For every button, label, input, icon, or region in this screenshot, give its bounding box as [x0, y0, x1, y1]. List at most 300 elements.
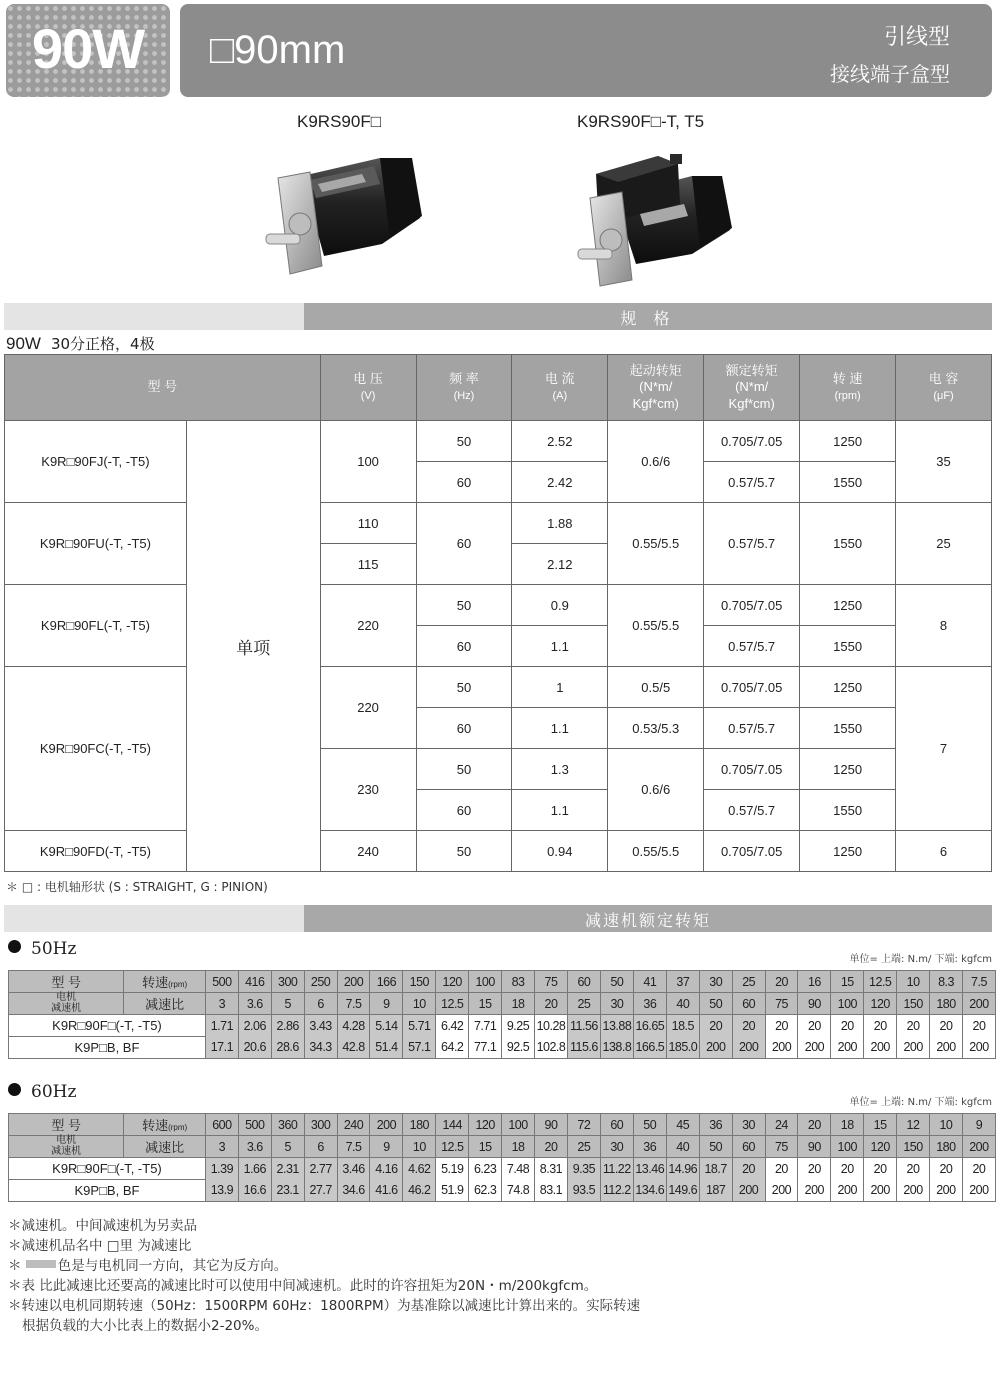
torque-cell: 20 [897, 1158, 930, 1180]
ratio-cell: 50 [699, 993, 732, 1015]
ratio-cell: 200 [962, 993, 995, 1015]
speed-cell: 180 [403, 1114, 436, 1136]
model-label: 型 号 [9, 1114, 124, 1136]
ratio-cell: 10 [403, 1136, 436, 1158]
note-item: ＊转速以电机同期转速（50Hz：1500RPM 60Hz：1800RPM）为基准除以减速比计算出来的。实际转速 [8, 1298, 641, 1314]
ratio-cell: 40 [666, 993, 699, 1015]
torque-cell: 7.48 [502, 1158, 535, 1180]
speed-cell: 1250 [800, 831, 896, 872]
speed-cell: 200 [337, 971, 370, 993]
speed-cell: 500 [238, 1114, 271, 1136]
freq-cell: 50 [416, 749, 512, 790]
torque-cell: 200 [765, 1180, 798, 1202]
torque-row-lower [9, 1037, 996, 1059]
speed-cell: 25 [732, 971, 765, 993]
capacitor-cell: 8 [896, 585, 992, 667]
torque-cell: 34.3 [304, 1037, 337, 1059]
bullet-icon [8, 940, 21, 953]
table-row [5, 585, 992, 626]
torque-cell: 20 [864, 1158, 897, 1180]
torque-cell: 9.25 [502, 1015, 535, 1037]
col-start-torque: 起动转矩 (N*m/ Kgf*cm) [608, 355, 704, 421]
torque-cell: 200 [929, 1180, 962, 1202]
torque-cell: 74.8 [502, 1180, 535, 1202]
torque-cell: 11.56 [567, 1015, 600, 1037]
torque-cell: 7.71 [469, 1015, 502, 1037]
ratio-cell: 5 [271, 1136, 304, 1158]
speed-cell: 300 [304, 1114, 337, 1136]
ratio-cell: 90 [798, 1136, 831, 1158]
speed-cell: 45 [666, 1114, 699, 1136]
ratio-cell: 7.5 [337, 993, 370, 1015]
torque-cell: 42.8 [337, 1037, 370, 1059]
torque-cell: 200 [897, 1180, 930, 1202]
table-row [5, 503, 992, 544]
current-cell: 1.88 [512, 503, 608, 544]
col-rated-torque: 额定转矩 (N*m/ Kgf*cm) [704, 355, 800, 421]
freq-cell: 50 [416, 667, 512, 708]
torque-cell: 92.5 [502, 1037, 535, 1059]
torque-cell: 17.1 [205, 1037, 238, 1059]
gear-table-60hz [8, 1113, 996, 1202]
ratio-cell: 100 [831, 1136, 864, 1158]
torque-cell: 20 [831, 1015, 864, 1037]
table-row [5, 421, 992, 462]
torque-cell: 62.3 [469, 1180, 502, 1202]
torque-cell: 166.5 [633, 1037, 666, 1059]
ratio-cell: 30 [600, 993, 633, 1015]
speed-cell: 20 [765, 971, 798, 993]
voltage-cell: 220 [320, 667, 416, 749]
torque-cell: 2.77 [304, 1158, 337, 1180]
col-speed: 转 速 (rpm) [800, 355, 896, 421]
ratio-cell: 3 [205, 1136, 238, 1158]
current-cell: 1.1 [512, 790, 608, 831]
torque-cell: 115.6 [567, 1037, 600, 1059]
start-torque-cell: 0.55/5.5 [608, 503, 704, 585]
start-torque-cell: 0.6/6 [608, 421, 704, 503]
freq-cell: 50 [416, 585, 512, 626]
ratio-cell: 15 [469, 993, 502, 1015]
speed-cell: 16 [798, 971, 831, 993]
speed-cell: 1250 [800, 585, 896, 626]
motor-model-name: K9R□90F□(-T, -T5) [9, 1158, 206, 1180]
torque-cell: 20 [732, 1158, 765, 1180]
torque-cell: 8.31 [535, 1158, 568, 1180]
current-cell: 2.12 [512, 544, 608, 585]
motor-model-name: K9R□90F□(-T, -T5) [9, 1015, 206, 1037]
speed-cell: 15 [831, 971, 864, 993]
spec-table [4, 354, 992, 872]
voltage-cell: 100 [320, 421, 416, 503]
ratio-cell: 5 [271, 993, 304, 1015]
torque-cell: 200 [864, 1180, 897, 1202]
speed-cell: 15 [864, 1114, 897, 1136]
torque-cell: 13.9 [205, 1180, 238, 1202]
speed-label: 转速(rpm) [124, 1114, 206, 1136]
voltage-cell: 110 [320, 503, 416, 544]
note-item: ＊表 比此减速比还要高的减速比时可以使用中间减速机。此时的许容扭矩为20N・m/200kgfcm。 [8, 1278, 598, 1294]
model-cell: K9R□90FJ(-T, -T5) [5, 421, 187, 503]
current-cell: 1.1 [512, 708, 608, 749]
gear-section-title: 减速机额定转矩 [584, 911, 711, 930]
freq-cell: 60 [416, 626, 512, 667]
speed-cell: 75 [534, 971, 567, 993]
speed-cell: 166 [370, 971, 403, 993]
torque-cell: 6.23 [469, 1158, 502, 1180]
torque-cell: 6.42 [436, 1015, 469, 1037]
voltage-cell: 220 [320, 585, 416, 667]
speed-cell: 60 [600, 1114, 633, 1136]
rated-torque-cell: 0.57/5.7 [704, 708, 800, 749]
torque-cell: 185.0 [666, 1037, 699, 1059]
torque-cell: 200 [962, 1180, 995, 1202]
torque-cell: 200 [732, 1037, 765, 1059]
spec-section-title: 规 格 [620, 309, 676, 328]
speed-cell: 144 [436, 1114, 469, 1136]
speed-cell: 200 [370, 1114, 403, 1136]
ratio-cell: 120 [864, 1136, 897, 1158]
torque-cell: 2.06 [238, 1015, 271, 1037]
torque-cell: 34.6 [337, 1180, 370, 1202]
speed-cell: 50 [633, 1114, 666, 1136]
speed-cell: 50 [600, 971, 633, 993]
speed-cell: 60 [567, 971, 600, 993]
torque-cell: 20 [930, 1015, 963, 1037]
torque-cell: 27.7 [304, 1180, 337, 1202]
speed-cell: 1250 [800, 421, 896, 462]
voltage-cell: 230 [320, 749, 416, 831]
torque-cell: 20 [798, 1015, 831, 1037]
voltage-cell: 240 [320, 831, 416, 872]
speed-cell: 120 [436, 971, 469, 993]
note-item: ＊减速机品名中 □里 为减速比 [8, 1238, 192, 1254]
current-cell: 1.3 [512, 749, 608, 790]
torque-cell: 200 [732, 1180, 765, 1202]
start-torque-cell: 0.5/5 [608, 667, 704, 708]
ratio-cell: 75 [765, 993, 798, 1015]
torque-cell: 13.46 [633, 1158, 666, 1180]
ratio-cell: 90 [798, 993, 831, 1015]
ratio-cell: 120 [864, 993, 897, 1015]
speed-cell: 20 [798, 1114, 831, 1136]
capacitor-cell: 7 [896, 667, 992, 831]
col-voltage: 电 压 (V) [320, 355, 416, 421]
torque-cell: 200 [798, 1037, 831, 1059]
speed-cell: 240 [337, 1114, 370, 1136]
torque-cell: 16.6 [238, 1180, 271, 1202]
start-torque-cell: 0.55/5.5 [608, 585, 704, 667]
torque-cell: 138.8 [600, 1037, 633, 1059]
torque-cell: 20 [831, 1158, 864, 1180]
ratio-row [9, 993, 996, 1015]
title-bar [180, 4, 992, 97]
spec-note [6, 333, 155, 354]
torque-cell: 102.8 [534, 1037, 567, 1059]
speed-cell: 500 [205, 971, 238, 993]
current-cell: 0.9 [512, 585, 608, 626]
freq-cell: 50 [416, 831, 512, 872]
speed-cell: 37 [666, 971, 699, 993]
gear-model-name: K9P□B, BF [9, 1180, 206, 1202]
note-item: 根据负载的大小比表上的数据小2-20%。 [22, 1318, 268, 1334]
power-label: 90W [31, 17, 145, 80]
rated-torque-cell: 0.705/7.05 [704, 421, 800, 462]
ratio-label: 减速比 [124, 1136, 206, 1158]
ratio-cell: 36 [633, 993, 666, 1015]
speed-cell: 120 [469, 1114, 502, 1136]
torque-row-upper [9, 1015, 996, 1037]
torque-cell: 28.6 [271, 1037, 304, 1059]
torque-cell: 200 [831, 1180, 864, 1202]
torque-cell: 77.1 [469, 1037, 502, 1059]
torque-cell: 18.7 [699, 1158, 732, 1180]
torque-cell: 20 [962, 1158, 995, 1180]
frame-size-label: □90mm [210, 28, 346, 72]
rated-torque-cell: 0.57/5.7 [704, 462, 800, 503]
ratio-cell: 60 [732, 1136, 765, 1158]
current-cell: 0.94 [512, 831, 608, 872]
type-lead-wire: 引线型 [883, 25, 950, 50]
speed-row [9, 971, 996, 993]
torque-cell: 20.6 [238, 1037, 271, 1059]
torque-cell: 2.86 [271, 1015, 304, 1037]
torque-cell: 3.43 [304, 1015, 337, 1037]
speed-cell: 360 [271, 1114, 304, 1136]
speed-cell: 18 [831, 1114, 864, 1136]
ratio-cell: 3 [205, 993, 238, 1015]
current-cell: 1 [512, 667, 608, 708]
power-badge [6, 4, 170, 97]
speed-label: 转速(rpm) [124, 971, 206, 993]
ratio-cell: 6 [304, 993, 337, 1015]
ratio-cell: 75 [765, 1136, 798, 1158]
torque-cell: 200 [897, 1037, 930, 1059]
ratio-cell: 9 [370, 1136, 403, 1158]
torque-cell: 20 [929, 1158, 962, 1180]
gray-swatch [26, 1260, 56, 1268]
torque-cell: 10.28 [534, 1015, 567, 1037]
torque-cell: 51.4 [370, 1037, 403, 1059]
torque-cell: 200 [962, 1037, 995, 1059]
ratio-cell: 3.6 [238, 993, 271, 1015]
freq-cell: 60 [416, 462, 512, 503]
torque-cell: 5.71 [403, 1015, 436, 1037]
torque-cell: 83.1 [535, 1180, 568, 1202]
ratio-cell: 36 [633, 1136, 666, 1158]
motor-illustration-terminal-box [574, 150, 742, 292]
gear-section-bar [4, 905, 992, 932]
torque-cell: 1.39 [205, 1158, 238, 1180]
ratio-cell: 3.6 [238, 1136, 271, 1158]
torque-cell: 200 [699, 1037, 732, 1059]
speed-cell: 83 [502, 971, 535, 993]
model-cell: K9R□90FD(-T, -T5) [5, 831, 187, 872]
torque-cell: 200 [831, 1037, 864, 1059]
torque-cell: 23.1 [271, 1180, 304, 1202]
torque-cell: 93.5 [567, 1180, 600, 1202]
torque-cell: 11.22 [600, 1158, 633, 1180]
motor-reducer-label: 电机 减速机 [9, 1136, 124, 1158]
torque-cell: 1.66 [238, 1158, 271, 1180]
col-frequency: 频 率 (Hz) [416, 355, 512, 421]
ratio-label: 减速比 [124, 993, 206, 1015]
ratio-row [9, 1136, 996, 1158]
motor-illustration-lead-wire [262, 148, 430, 290]
freq-cell: 50 [416, 421, 512, 462]
ratio-cell: 100 [831, 993, 864, 1015]
ratio-cell: 180 [930, 993, 963, 1015]
ratio-cell: 18 [502, 1136, 535, 1158]
spec-section-bar [4, 303, 992, 330]
torque-cell: 5.19 [436, 1158, 469, 1180]
speed-cell: 8.3 [930, 971, 963, 993]
gear-model-name: K9P□B, BF [9, 1037, 206, 1059]
rated-torque-cell: 0.705/7.05 [704, 749, 800, 790]
speed-cell: 90 [535, 1114, 568, 1136]
torque-cell: 149.6 [666, 1180, 699, 1202]
speed-cell: 12 [897, 1114, 930, 1136]
spec-note-power: 90W [6, 334, 41, 353]
hz50-title: 50Hz [8, 939, 76, 959]
rated-torque-cell: 0.57/5.7 [704, 626, 800, 667]
table-row [5, 667, 992, 708]
rated-torque-cell: 0.57/5.7 [704, 790, 800, 831]
ratio-cell: 10 [403, 993, 436, 1015]
torque-cell: 41.6 [370, 1180, 403, 1202]
speed-cell: 1250 [800, 749, 896, 790]
rated-torque-cell: 0.705/7.05 [704, 667, 800, 708]
ratio-cell: 12.5 [436, 993, 469, 1015]
torque-cell: 20 [864, 1015, 897, 1037]
ratio-cell: 40 [666, 1136, 699, 1158]
table-row [5, 831, 992, 872]
spec-header-row [5, 355, 992, 421]
ratio-cell: 180 [929, 1136, 962, 1158]
voltage-cell: 115 [320, 544, 416, 585]
torque-cell: 20 [962, 1015, 995, 1037]
spec-note-text: 30分正格，4极 [50, 335, 155, 353]
start-torque-cell: 0.6/6 [608, 749, 704, 831]
speed-cell: 10 [929, 1114, 962, 1136]
torque-row-lower [9, 1180, 996, 1202]
col-model: 型 号 [5, 355, 321, 421]
torque-cell: 1.71 [205, 1015, 238, 1037]
ratio-cell: 7.5 [337, 1136, 370, 1158]
rated-torque-cell: 0.705/7.05 [704, 585, 800, 626]
torque-cell: 16.65 [633, 1015, 666, 1037]
rated-torque-cell: 0.705/7.05 [704, 831, 800, 872]
type-terminal-box: 接线端子盒型 [830, 62, 950, 86]
ratio-cell: 9 [370, 993, 403, 1015]
ratio-cell: 60 [732, 993, 765, 1015]
ratio-cell: 30 [600, 1136, 633, 1158]
speed-cell: 250 [304, 971, 337, 993]
ratio-cell: 6 [304, 1136, 337, 1158]
motor-reducer-label: 电机 减速机 [9, 993, 124, 1015]
bullet-icon [8, 1083, 21, 1096]
speed-cell: 100 [502, 1114, 535, 1136]
torque-cell: 20 [765, 1015, 798, 1037]
hz60-title: 60Hz [8, 1082, 76, 1102]
start-torque-cell: 0.55/5.5 [608, 831, 704, 872]
model-label: 型 号 [9, 971, 124, 993]
ratio-cell: 25 [567, 993, 600, 1015]
torque-cell: 9.35 [567, 1158, 600, 1180]
speed-cell: 416 [238, 971, 271, 993]
ratio-cell: 18 [502, 993, 535, 1015]
speed-cell: 7.5 [962, 971, 995, 993]
speed-cell: 72 [567, 1114, 600, 1136]
torque-cell: 4.28 [337, 1015, 370, 1037]
model-caption-right: K9RS90F□-T, T5 [577, 112, 705, 131]
speed-cell: 36 [699, 1114, 732, 1136]
ratio-cell: 150 [897, 1136, 930, 1158]
hz60-unit-note: 单位= 上端: N.m/ 下端: kgfcm [849, 1097, 992, 1108]
col-current: 电 流 (A) [512, 355, 608, 421]
current-cell: 1.1 [512, 626, 608, 667]
torque-cell: 200 [798, 1180, 831, 1202]
speed-cell: 1550 [800, 790, 896, 831]
speed-cell: 10 [897, 971, 930, 993]
model-cell: K9R□90FC(-T, -T5) [5, 667, 187, 831]
torque-cell: 200 [930, 1037, 963, 1059]
notes [8, 1216, 640, 1336]
speed-cell: 1550 [800, 708, 896, 749]
torque-cell: 3.46 [337, 1158, 370, 1180]
current-cell: 2.42 [512, 462, 608, 503]
capacitor-cell: 6 [896, 831, 992, 872]
speed-cell: 30 [732, 1114, 765, 1136]
shaft-footnote: ＊ □ : 电机轴形状 (S : STRAIGHT, G : PINION) [6, 880, 268, 894]
torque-row-upper [9, 1158, 996, 1180]
freq-cell: 60 [416, 503, 512, 585]
model-cell: K9R□90FL(-T, -T5) [5, 585, 187, 667]
speed-cell: 24 [765, 1114, 798, 1136]
torque-cell: 2.31 [271, 1158, 304, 1180]
phase-cell: 单项 [186, 421, 320, 872]
ratio-cell: 150 [897, 993, 930, 1015]
torque-cell: 200 [765, 1037, 798, 1059]
speed-cell: 300 [271, 971, 304, 993]
torque-cell: 20 [897, 1015, 930, 1037]
start-torque-cell: 0.53/5.3 [608, 708, 704, 749]
ratio-cell: 200 [962, 1136, 995, 1158]
speed-cell: 600 [205, 1114, 238, 1136]
torque-cell: 187 [699, 1180, 732, 1202]
speed-cell: 100 [469, 971, 502, 993]
torque-cell: 14.96 [666, 1158, 699, 1180]
torque-cell: 4.62 [403, 1158, 436, 1180]
torque-cell: 112.2 [600, 1180, 633, 1202]
torque-cell: 18.5 [666, 1015, 699, 1037]
torque-cell: 200 [864, 1037, 897, 1059]
speed-cell: 150 [403, 971, 436, 993]
note-item: ＊减速机。中间减速机为另卖品 [8, 1218, 197, 1234]
torque-cell: 57.1 [403, 1037, 436, 1059]
torque-cell: 20 [732, 1015, 765, 1037]
current-cell: 2.52 [512, 421, 608, 462]
note-item: ＊ 色是与电机同一方向，其它为反方向。 [8, 1258, 288, 1274]
speed-cell: 1250 [800, 667, 896, 708]
ratio-cell: 20 [534, 993, 567, 1015]
speed-cell: 30 [699, 971, 732, 993]
capacitor-cell: 25 [896, 503, 992, 585]
ratio-cell: 50 [699, 1136, 732, 1158]
speed-cell: 41 [633, 971, 666, 993]
col-capacitor: 电 容 (μF) [896, 355, 992, 421]
ratio-cell: 12.5 [436, 1136, 469, 1158]
